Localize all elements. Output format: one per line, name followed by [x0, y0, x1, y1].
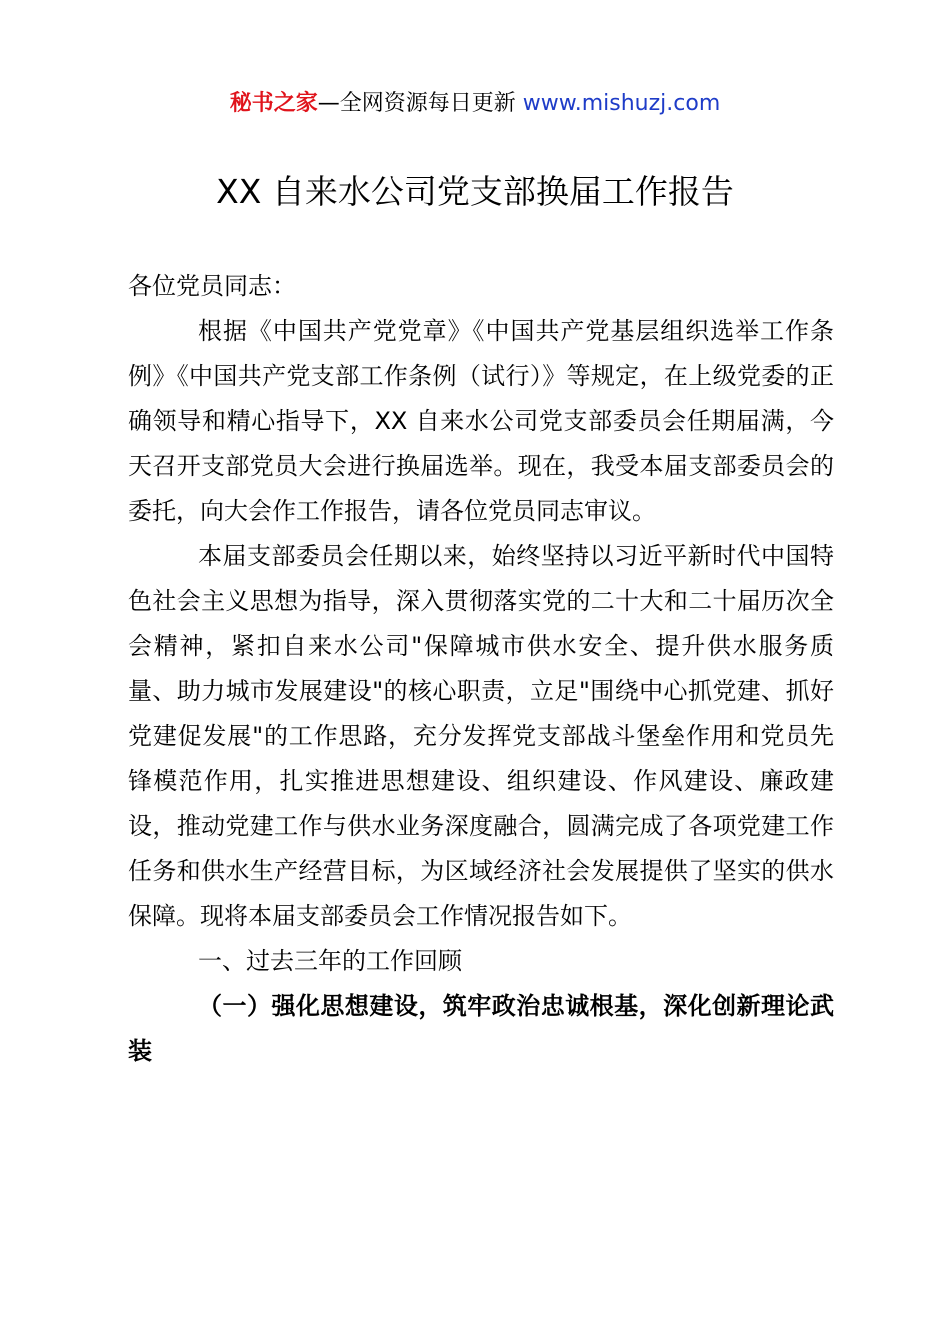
- sub-heading: （一）强化思想建设，筑牢政治忠诚根基，深化创新理论武装: [128, 992, 834, 1065]
- brand-name: 秘书之家: [229, 91, 318, 116]
- section-heading: 一、过去三年的工作回顾: [198, 947, 462, 975]
- site-url-link[interactable]: www.mishuzj.com: [522, 91, 721, 116]
- document-body: [128, 264, 834, 1074]
- site-banner: [0, 88, 950, 120]
- salutation: 各位党员同志：: [128, 272, 296, 300]
- paragraph-2: 本届支部委员会任期以来，始终坚持以习近平新时代中国特色社会主义思想为指导，深入贯彻落实党的二十大和二十届历次全会精神，紧扣自来水公司"保障城市供水安全、提升供水服务质量、助力城市发展建设"的核心职责，立足"围绕中心抓党建、抓好党建促发展"的工作思路，充分发挥党支部战斗堡垒作用和党员先锋模范作用，扎实推进思想建设、组织建设、作风建设、廉政建设，推动党建工作与供水业务深度融合，圆满完成了各项党建工作任务和供水生产经营目标，为区域经济社会发展提供了坚实的供水保障。现将本届支部委员会工作情况报告如下。: [128, 542, 834, 930]
- paragraph-1: 根据《中国共产党党章》《中国共产党基层组织选举工作条例》《中国共产党支部工作条例（试行）》等规定，在上级党委的正确领导和精心指导下，XX 自来水公司党支部委员会任期届满，今天召开支部党员大会进行换届选举。现在，我受本届支部委员会的委托，向大会作工作报告，请各位党员同志审议。: [128, 317, 834, 525]
- document-title: XX 自来水公司党支部换届工作报告: [216, 172, 734, 211]
- banner-slogan: 全网资源每日更新: [339, 91, 516, 116]
- banner-dash: —: [317, 91, 340, 116]
